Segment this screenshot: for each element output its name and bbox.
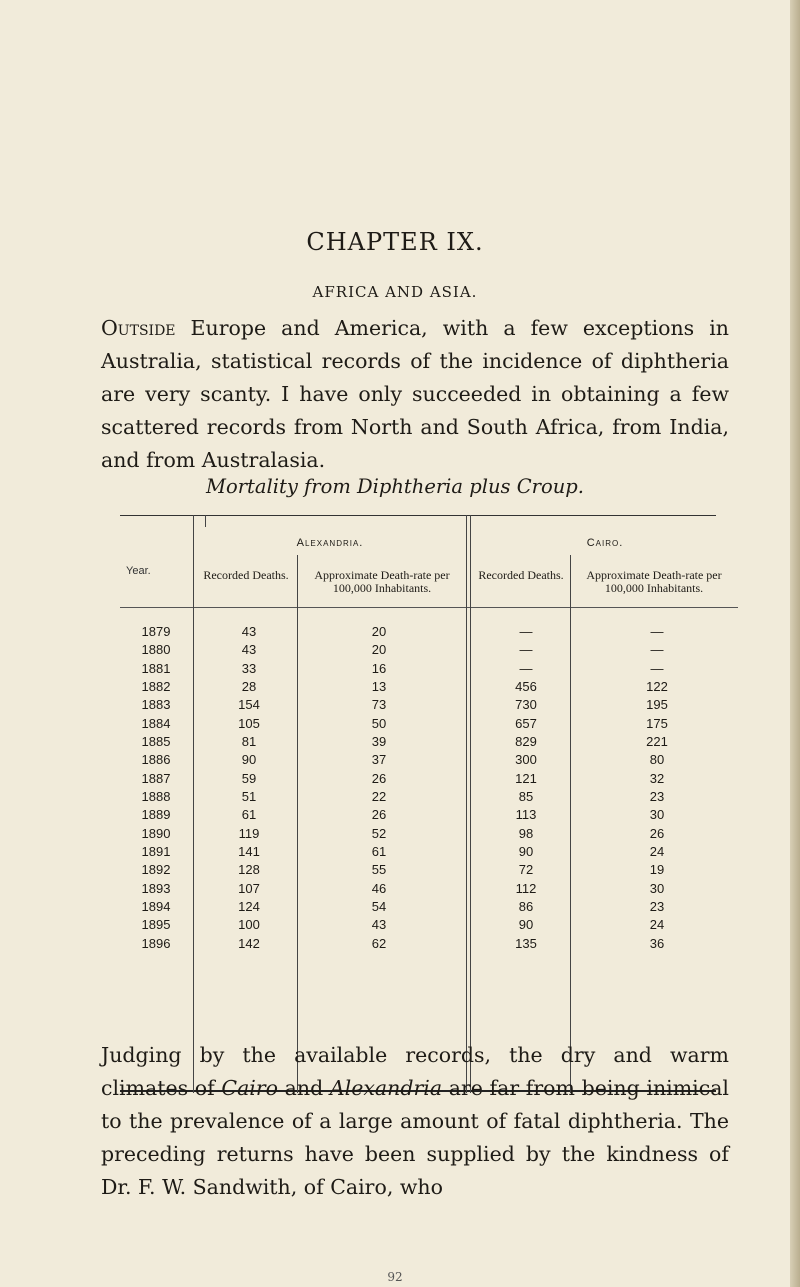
alexandria-rate-cell: 13 xyxy=(371,678,387,694)
alexandria-recorded-cell: 43 xyxy=(241,642,257,658)
alexandria-rate-cell: 54 xyxy=(371,898,387,914)
cairo-rate-cell: — xyxy=(650,624,664,639)
alexandria-rate-cell: 52 xyxy=(371,825,387,841)
cairo-rate-cell: 24 xyxy=(649,917,665,933)
cairo-recorded-cell: 730 xyxy=(515,697,537,713)
year-cell: 1881 xyxy=(141,660,171,676)
cairo-rate-cell: 36 xyxy=(649,935,665,951)
cairo-rate-cell: 221 xyxy=(646,733,668,749)
chapter-subtitle: AFRICA AND ASIA. xyxy=(312,283,478,301)
year-cell: 1891 xyxy=(141,843,171,859)
alexandria-recorded-cell: 33 xyxy=(241,660,257,676)
cairo-recorded-cell: 135 xyxy=(515,935,537,951)
table-row xyxy=(120,678,738,696)
year-cell: 1885 xyxy=(141,733,171,749)
table-top-rule xyxy=(120,515,716,516)
cairo-recorded-cell: 98 xyxy=(518,825,534,841)
closing-cairo: Cairo xyxy=(221,1076,278,1100)
cairo-recorded-cell: 829 xyxy=(515,733,537,749)
year-cell: 1882 xyxy=(141,678,171,694)
cairo-rate-cell: 30 xyxy=(649,880,665,896)
year-cell: 1884 xyxy=(141,715,171,731)
alexandria-recorded-cell: 107 xyxy=(238,880,260,896)
alexandria-recorded-cell: 59 xyxy=(241,770,257,786)
alexandria-recorded-cell: 61 xyxy=(241,807,257,823)
table-row xyxy=(120,770,738,788)
alexandria-rate-cell: 55 xyxy=(371,862,387,878)
alexandria-rate-cell: 16 xyxy=(371,660,387,676)
table-row xyxy=(120,825,738,843)
alexandria-rate-cell: 50 xyxy=(371,715,387,731)
year-cell: 1895 xyxy=(141,917,171,933)
alexandria-recorded-header: Recorded Deaths. xyxy=(203,568,289,582)
cairo-rate-cell: 32 xyxy=(649,770,665,786)
cairo-recorded-cell: 90 xyxy=(518,917,534,933)
closing-text-3: are far from being inimical to the prevalence of a large amount of fatal diphtheria. The preceding returns have been supplied by the kindness of Dr. F. W. Sandwith, of Cairo, who xyxy=(101,1076,729,1199)
year-cell: 1896 xyxy=(141,935,171,951)
cairo-recorded-cell: — xyxy=(519,624,533,639)
table-row xyxy=(120,715,738,733)
cairo-recorded-cell: 657 xyxy=(515,715,537,731)
alexandria-recorded-cell: 119 xyxy=(238,825,260,841)
alexandria-recorded-cell: 43 xyxy=(241,624,257,639)
alexandria-rate-header: Approximate Death-rate per 100,000 Inhabitants. xyxy=(314,568,450,595)
cairo-rate-cell: 23 xyxy=(649,898,665,914)
cairo-recorded-header: Recorded Deaths. xyxy=(478,568,564,582)
alexandria-rate-cell: 43 xyxy=(371,917,387,933)
alexandria-header: Alexandria. xyxy=(296,537,364,549)
alexandria-recorded-cell: 128 xyxy=(238,862,260,878)
table-row xyxy=(120,733,738,751)
alexandria-recorded-cell: 51 xyxy=(241,788,257,804)
closing-paragraph xyxy=(101,1039,729,1204)
table-row xyxy=(120,623,738,641)
table-row xyxy=(120,660,738,678)
cairo-rate-cell: 23 xyxy=(649,788,665,804)
year-cell: 1888 xyxy=(141,788,171,804)
year-cell: 1890 xyxy=(141,825,171,841)
cairo-recorded-cell: 72 xyxy=(518,862,534,878)
table-row xyxy=(120,861,738,879)
table-body xyxy=(120,623,738,953)
page-edge xyxy=(790,0,800,1287)
cairo-recorded-cell: — xyxy=(519,642,533,658)
table-row xyxy=(120,898,738,916)
year-cell: 1892 xyxy=(141,862,171,878)
cairo-recorded-cell: 113 xyxy=(515,807,537,823)
cairo-recorded-cell: 456 xyxy=(515,678,537,694)
cairo-recorded-cell: 86 xyxy=(518,898,534,914)
intro-paragraph xyxy=(101,312,729,477)
cairo-rate-cell: 30 xyxy=(649,807,665,823)
cairo-rate-cell: — xyxy=(650,660,664,676)
closing-text-2: and xyxy=(278,1076,330,1100)
alexandria-rate-cell: 20 xyxy=(371,624,387,639)
cairo-rate-cell: 26 xyxy=(649,825,665,841)
cairo-recorded-cell: — xyxy=(519,660,533,676)
column-divider xyxy=(205,515,206,527)
year-cell: 1893 xyxy=(141,880,171,896)
alexandria-rate-cell: 61 xyxy=(371,843,387,859)
year-header: Year. xyxy=(126,565,151,577)
alexandria-rate-cell: 20 xyxy=(371,642,387,658)
year-cell: 1886 xyxy=(141,752,171,768)
lead-word: Outside xyxy=(101,316,176,340)
alexandria-recorded-cell: 105 xyxy=(238,715,260,731)
page-number: 92 xyxy=(387,1270,403,1284)
table-row xyxy=(120,696,738,714)
alexandria-recorded-cell: 124 xyxy=(238,898,260,914)
year-cell: 1880 xyxy=(141,642,171,658)
cairo-rate-cell: 80 xyxy=(649,752,665,768)
table-header-rule xyxy=(120,607,738,608)
year-cell: 1889 xyxy=(141,807,171,823)
table-title: Mortality from Diphtheria plus Croup. xyxy=(206,475,584,498)
year-cell: 1887 xyxy=(141,770,171,786)
cairo-recorded-cell: 300 xyxy=(515,752,537,768)
cairo-recorded-cell: 121 xyxy=(515,770,537,786)
cairo-recorded-cell: 85 xyxy=(518,788,534,804)
cairo-rate-cell: — xyxy=(650,642,664,658)
intro-text: Europe and America, with a few exceptions in Australia, statistical records of the incidence of diphtheria are very scanty. I have only succeeded in obtaining a few scattered records from North and South Africa, from India, and from Australasia. xyxy=(101,316,729,472)
table-row xyxy=(120,843,738,861)
alexandria-recorded-cell: 141 xyxy=(238,843,260,859)
table-row xyxy=(120,788,738,806)
alexandria-rate-cell: 46 xyxy=(371,880,387,896)
alexandria-recorded-cell: 100 xyxy=(238,917,260,933)
table-row xyxy=(120,880,738,898)
alexandria-recorded-cell: 81 xyxy=(241,733,257,749)
closing-text-1: Judging by the available records, the dry and warm climates of xyxy=(101,1043,729,1100)
year-cell: 1883 xyxy=(141,697,171,713)
alexandria-rate-cell: 39 xyxy=(371,733,387,749)
cairo-recorded-cell: 112 xyxy=(515,880,537,896)
chapter-title: CHAPTER IX. xyxy=(306,228,484,256)
alexandria-rate-cell: 73 xyxy=(371,697,387,713)
cairo-rate-cell: 195 xyxy=(646,697,668,713)
alexandria-recorded-cell: 154 xyxy=(238,697,260,713)
alexandria-rate-cell: 26 xyxy=(371,770,387,786)
cairo-rate-header: Approximate Death-rate per 100,000 Inhabitants. xyxy=(586,568,722,595)
table-row xyxy=(120,916,738,934)
cairo-rate-cell: 19 xyxy=(649,862,665,878)
table-row xyxy=(120,751,738,769)
cairo-recorded-cell: 90 xyxy=(518,843,534,859)
cairo-header: Cairo. xyxy=(586,537,624,549)
year-cell: 1894 xyxy=(141,898,171,914)
alexandria-recorded-cell: 90 xyxy=(241,752,257,768)
alexandria-rate-cell: 22 xyxy=(371,788,387,804)
table-row xyxy=(120,935,738,953)
year-cell: 1879 xyxy=(141,624,171,639)
alexandria-recorded-cell: 142 xyxy=(238,935,260,951)
table-row xyxy=(120,806,738,824)
alexandria-rate-cell: 37 xyxy=(371,752,387,768)
cairo-rate-cell: 24 xyxy=(649,843,665,859)
alexandria-rate-cell: 62 xyxy=(371,935,387,951)
alexandria-recorded-cell: 28 xyxy=(241,678,257,694)
cairo-rate-cell: 175 xyxy=(646,715,668,731)
closing-alexandria: Alexandria xyxy=(329,1076,443,1100)
table-row xyxy=(120,641,738,659)
cairo-rate-cell: 122 xyxy=(646,678,668,694)
alexandria-rate-cell: 26 xyxy=(371,807,387,823)
